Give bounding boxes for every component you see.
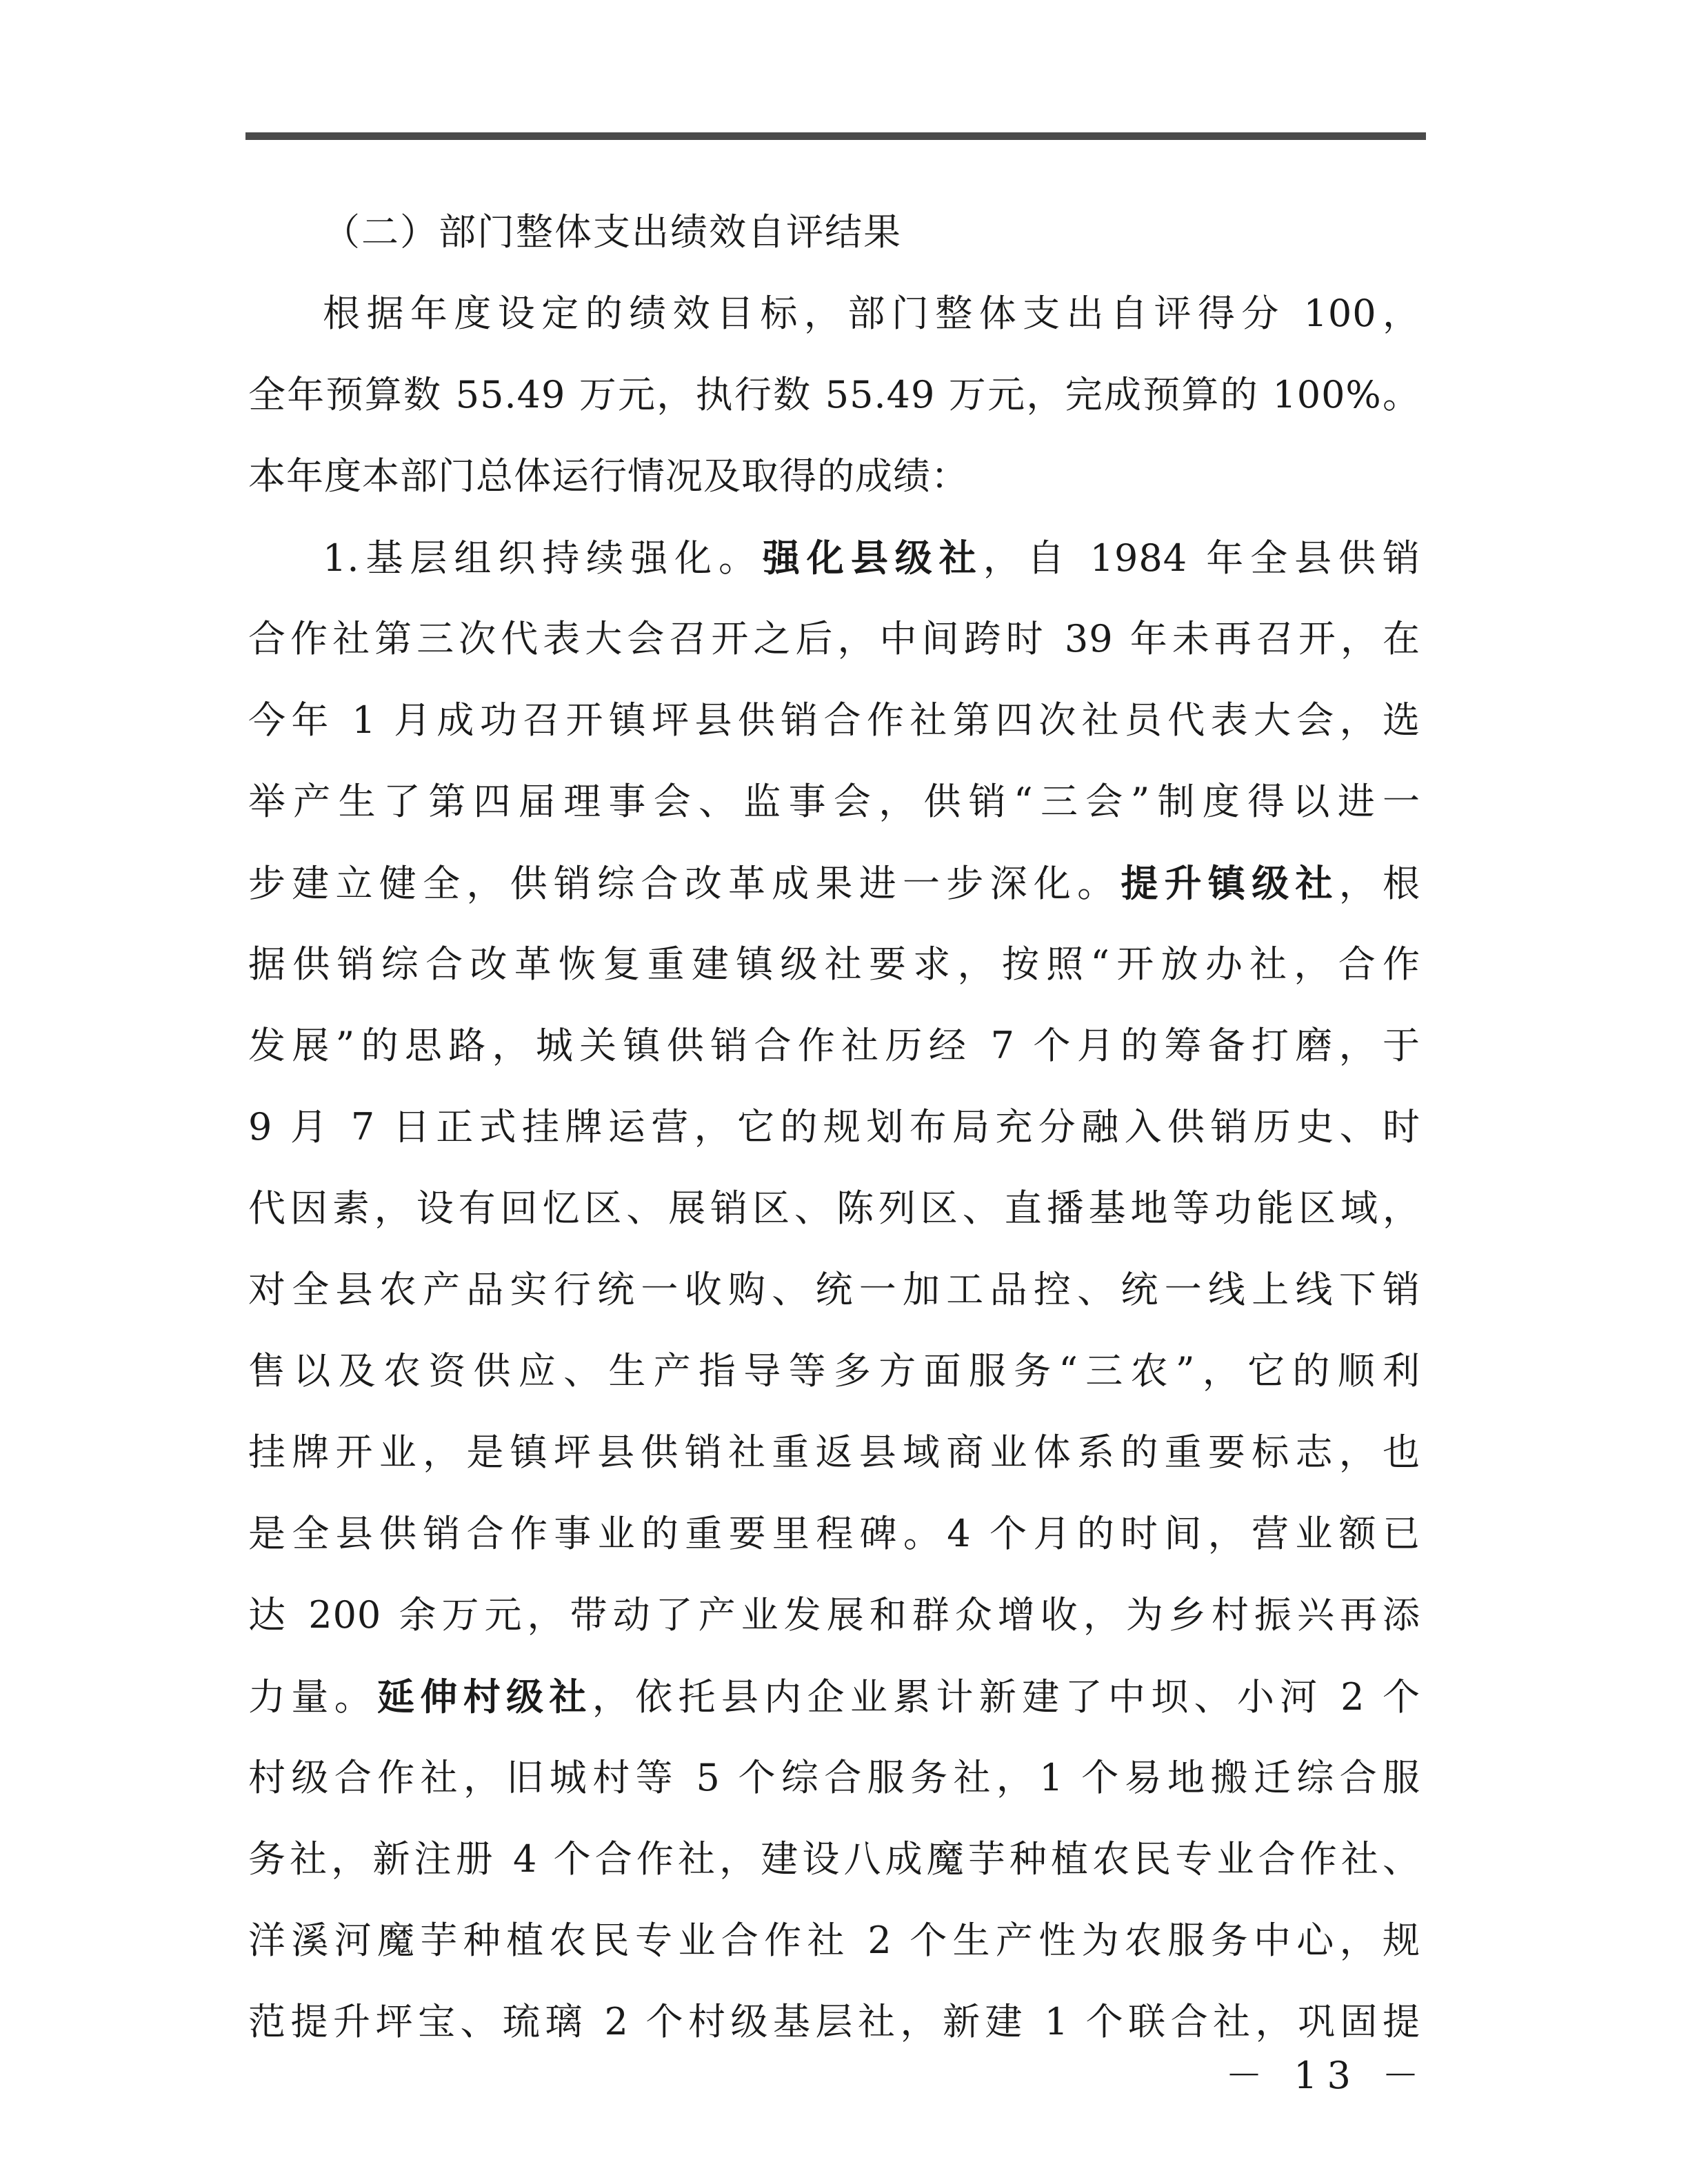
paragraph-line [248,842,1420,924]
paragraph-line: 范提升坪宝、琉璃 2 个村级基层社，新建 1 个联合社，巩固提 [248,2000,1420,2043]
paragraph-line: 全年预算数 55.49 万元，执行数 55.49 万元，完成预算的 100%。 [248,373,1420,416]
paragraph-line: 售以及农资供应、生产指导等多方面服务“三农”，它的顺利 [248,1349,1420,1393]
text-run: ，自 1984 年全县供销 [983,536,1420,580]
emphasis-village-level: 延伸村级社 [377,1675,592,1719]
paragraph-line: 对全县农产品实行统一收购、统一加工品控、统一线上线下销 [248,1268,1420,1311]
paragraph-line: 根据年度设定的绩效目标，部门整体支出自评得分 100， [323,292,1420,335]
text-run: ，依托县内企业累计新建了中坝、小河 2 个 [592,1675,1421,1719]
paragraph-line: 今年 1 月成功召开镇坪县供销合作社第四次社员代表大会，选 [248,698,1420,742]
paragraph-line [248,517,1420,598]
paragraph-budget-summary [248,273,1420,517]
paragraph-line: 9 月 7 日正式挂牌运营，它的规划布局充分融入供销历史、时 [248,1105,1420,1149]
paragraph-line: 本年度本部门总体运行情况及取得的成绩： [248,454,969,498]
text-run: 力量。 [248,1675,378,1719]
paragraph-line: 是全县供销合作事业的重要里程碑。4 个月的时间，营业额已 [248,1512,1420,1555]
paragraph-line: 举产生了第四届理事会、监事会，供销“三会”制度得以进一 [248,780,1420,823]
item-title: 1.基层组织持续强化。 [323,536,763,580]
paragraph-line: 务社，新注册 4 个合作社，建设八成魔芋种植农民专业合作社、 [248,1837,1420,1881]
emphasis-county-level: 强化县级社 [762,536,983,580]
paragraph-line: 发展”的思路，城关镇供销合作社历经 7 个月的筹备打磨，于 [248,1024,1420,1067]
paragraph-line: 据供销综合改革恢复重建镇级社要求，按照“开放办社，合作 [248,942,1420,986]
paragraph-line: 合作社第三次代表大会召开之后，中间跨时 39 年未再召开，在 [248,617,1420,660]
header-rule [245,132,1426,140]
page-number: － 13 － [1225,2054,1429,2097]
emphasis-town-level: 提升镇级社 [1121,861,1339,905]
paragraph-line: 洋溪河魔芋种植农民专业合作社 2 个生产性为农服务中心，规 [248,1919,1420,1962]
paragraph-line: 达 200 余万元，带动了产业发展和群众增收，为乡村振兴再添 [248,1593,1420,1637]
paragraph-line: 村级合作社，旧城村等 5 个综合服务社，1 个易地搬迁综合服 [248,1756,1420,1799]
paragraph-grassroots-organization [248,517,1420,2063]
text-run: ，根 [1338,862,1421,905]
document-body [248,192,1420,2063]
text-run: 步建立健全，供销综合改革成果进一步深化。 [248,862,1121,905]
paragraph-line [248,1656,1420,1737]
paragraph-line: 代因素，设有回忆区、展销区、陈列区、直播基地等功能区域， [248,1186,1420,1230]
section-heading: （二）部门整体支出绩效自评结果 [323,210,902,254]
paragraph-line: 挂牌开业，是镇坪县供销社重返县域商业体系的重要标志，也 [248,1430,1420,1474]
